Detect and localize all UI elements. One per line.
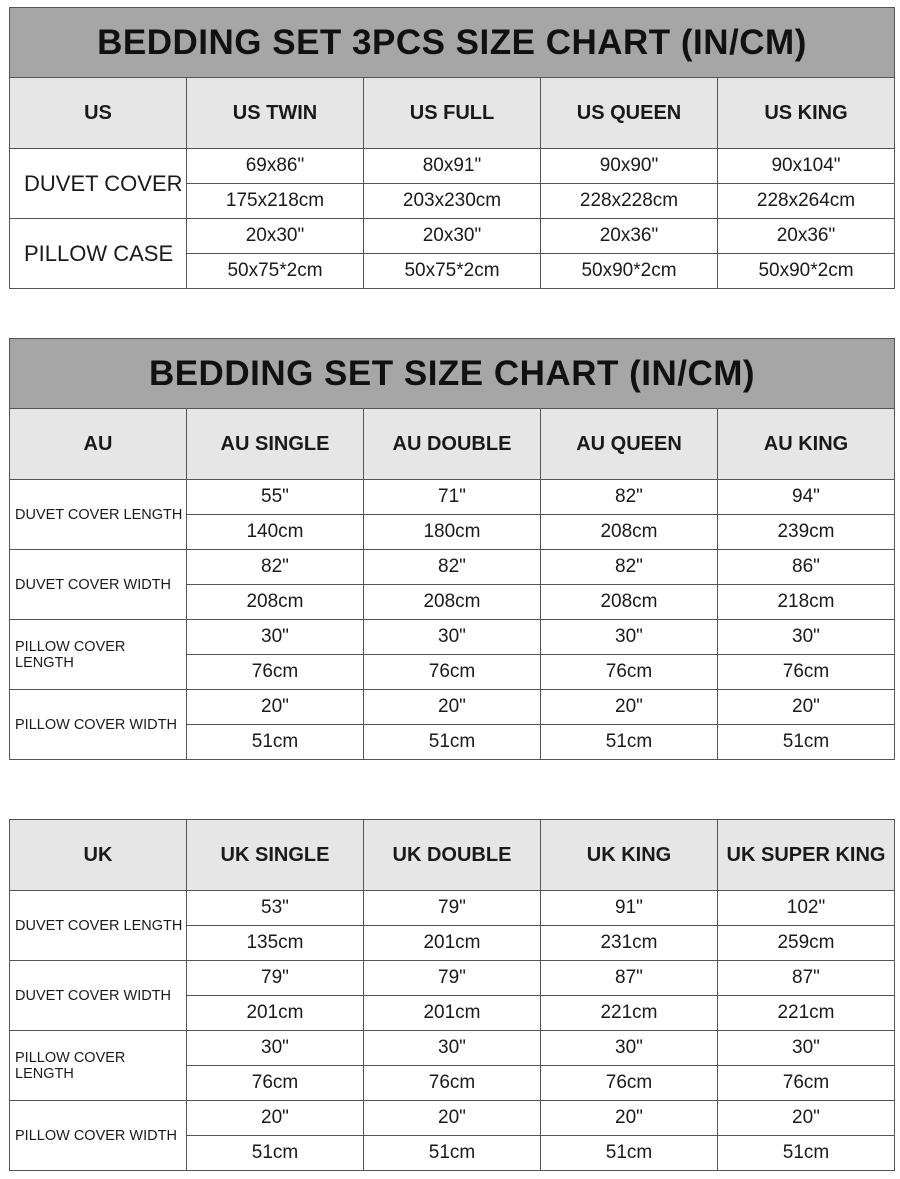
row-label: PILLOW COVER LENGTH (10, 1031, 187, 1101)
cm-cell: 50x90*2cm (541, 254, 718, 289)
au-header-row (10, 409, 895, 480)
inch-cell: 20" (187, 1101, 364, 1136)
cm-cell: 76cm (364, 655, 541, 690)
inch-cell: 82" (364, 550, 541, 585)
row-label: DUVET COVER (10, 149, 187, 219)
inch-cell: 86" (718, 550, 895, 585)
us-chart-title: BEDDING SET 3PCS SIZE CHART (IN/CM) (9, 7, 895, 77)
header-cell: US (10, 78, 187, 149)
inch-cell: 91" (541, 891, 718, 926)
cm-cell: 203x230cm (364, 184, 541, 219)
inch-cell: 20x30" (187, 219, 364, 254)
header-cell: UK DOUBLE (364, 820, 541, 891)
inch-cell: 30" (187, 620, 364, 655)
cm-cell: 51cm (364, 725, 541, 760)
cm-cell: 180cm (364, 515, 541, 550)
cm-cell: 76cm (541, 1066, 718, 1101)
inch-cell: 80x91" (364, 149, 541, 184)
inch-cell: 79" (187, 961, 364, 996)
cm-cell: 228x264cm (718, 184, 895, 219)
cm-cell: 208cm (541, 515, 718, 550)
inch-cell: 87" (718, 961, 895, 996)
us-size-chart (9, 7, 895, 289)
cm-cell: 221cm (541, 996, 718, 1031)
au-size-table (9, 408, 895, 760)
inch-cell: 20x36" (541, 219, 718, 254)
header-cell: US QUEEN (541, 78, 718, 149)
header-cell: UK SINGLE (187, 820, 364, 891)
cm-cell: 218cm (718, 585, 895, 620)
cm-cell: 51cm (718, 725, 895, 760)
cm-cell: 135cm (187, 926, 364, 961)
row-label: PILLOW COVER WIDTH (10, 690, 187, 760)
inch-cell: 20" (541, 1101, 718, 1136)
inch-cell: 30" (541, 1031, 718, 1066)
cm-cell: 76cm (718, 1066, 895, 1101)
cm-cell: 51cm (187, 725, 364, 760)
table-row (10, 219, 895, 254)
cm-cell: 140cm (187, 515, 364, 550)
table-row (10, 550, 895, 585)
row-label: DUVET COVER LENGTH (10, 480, 187, 550)
inch-cell: 30" (364, 1031, 541, 1066)
inch-cell: 87" (541, 961, 718, 996)
cm-cell: 201cm (364, 996, 541, 1031)
inch-cell: 90x90" (541, 149, 718, 184)
au-chart-title: BEDDING SET SIZE CHART (IN/CM) (9, 338, 895, 408)
cm-cell: 51cm (187, 1136, 364, 1171)
inch-cell: 82" (541, 480, 718, 515)
header-cell: UK SUPER KING (718, 820, 895, 891)
inch-cell: 20" (541, 690, 718, 725)
row-label: DUVET COVER LENGTH (10, 891, 187, 961)
header-cell: AU SINGLE (187, 409, 364, 480)
cm-cell: 51cm (718, 1136, 895, 1171)
inch-cell: 20" (718, 690, 895, 725)
uk-header-row (10, 820, 895, 891)
inch-cell: 30" (718, 620, 895, 655)
header-cell: US TWIN (187, 78, 364, 149)
inch-cell: 20" (718, 1101, 895, 1136)
inch-cell: 71" (364, 480, 541, 515)
cm-cell: 51cm (364, 1136, 541, 1171)
inch-cell: 90x104" (718, 149, 895, 184)
cm-cell: 259cm (718, 926, 895, 961)
inch-cell: 102" (718, 891, 895, 926)
us-header-row (10, 78, 895, 149)
cm-cell: 50x75*2cm (187, 254, 364, 289)
cm-cell: 76cm (541, 655, 718, 690)
inch-cell: 30" (187, 1031, 364, 1066)
cm-cell: 51cm (541, 725, 718, 760)
cm-cell: 239cm (718, 515, 895, 550)
cm-cell: 201cm (187, 996, 364, 1031)
inch-cell: 30" (541, 620, 718, 655)
cm-cell: 201cm (364, 926, 541, 961)
row-label: PILLOW COVER LENGTH (10, 620, 187, 690)
table-row (10, 961, 895, 996)
uk-size-chart (9, 819, 895, 1171)
inch-cell: 82" (541, 550, 718, 585)
cm-cell: 51cm (541, 1136, 718, 1171)
row-label: DUVET COVER WIDTH (10, 961, 187, 1031)
inch-cell: 53" (187, 891, 364, 926)
table-row (10, 620, 895, 655)
cm-cell: 76cm (187, 1066, 364, 1101)
cm-cell: 76cm (364, 1066, 541, 1101)
table-row (10, 1031, 895, 1066)
header-cell: AU KING (718, 409, 895, 480)
cm-cell: 228x228cm (541, 184, 718, 219)
cm-cell: 221cm (718, 996, 895, 1031)
inch-cell: 30" (364, 620, 541, 655)
cm-cell: 76cm (718, 655, 895, 690)
header-cell: US KING (718, 78, 895, 149)
cm-cell: 208cm (364, 585, 541, 620)
header-cell: US FULL (364, 78, 541, 149)
table-row (10, 1101, 895, 1136)
inch-cell: 20" (187, 690, 364, 725)
header-cell: UK (10, 820, 187, 891)
row-label: DUVET COVER WIDTH (10, 550, 187, 620)
cm-cell: 50x75*2cm (364, 254, 541, 289)
inch-cell: 82" (187, 550, 364, 585)
row-label: PILLOW CASE (10, 219, 187, 289)
header-cell: AU (10, 409, 187, 480)
us-size-table (9, 77, 895, 289)
uk-size-table (9, 819, 895, 1171)
inch-cell: 30" (718, 1031, 895, 1066)
header-cell: AU DOUBLE (364, 409, 541, 480)
table-row (10, 891, 895, 926)
table-row (10, 480, 895, 515)
inch-cell: 20" (364, 1101, 541, 1136)
inch-cell: 79" (364, 891, 541, 926)
table-row (10, 149, 895, 184)
table-row (10, 690, 895, 725)
inch-cell: 94" (718, 480, 895, 515)
cm-cell: 208cm (541, 585, 718, 620)
header-cell: UK KING (541, 820, 718, 891)
cm-cell: 50x90*2cm (718, 254, 895, 289)
inch-cell: 79" (364, 961, 541, 996)
cm-cell: 175x218cm (187, 184, 364, 219)
au-size-chart (9, 338, 895, 760)
inch-cell: 69x86" (187, 149, 364, 184)
cm-cell: 231cm (541, 926, 718, 961)
cm-cell: 76cm (187, 655, 364, 690)
inch-cell: 20x36" (718, 219, 895, 254)
inch-cell: 55" (187, 480, 364, 515)
inch-cell: 20x30" (364, 219, 541, 254)
row-label: PILLOW COVER WIDTH (10, 1101, 187, 1171)
inch-cell: 20" (364, 690, 541, 725)
cm-cell: 208cm (187, 585, 364, 620)
header-cell: AU QUEEN (541, 409, 718, 480)
